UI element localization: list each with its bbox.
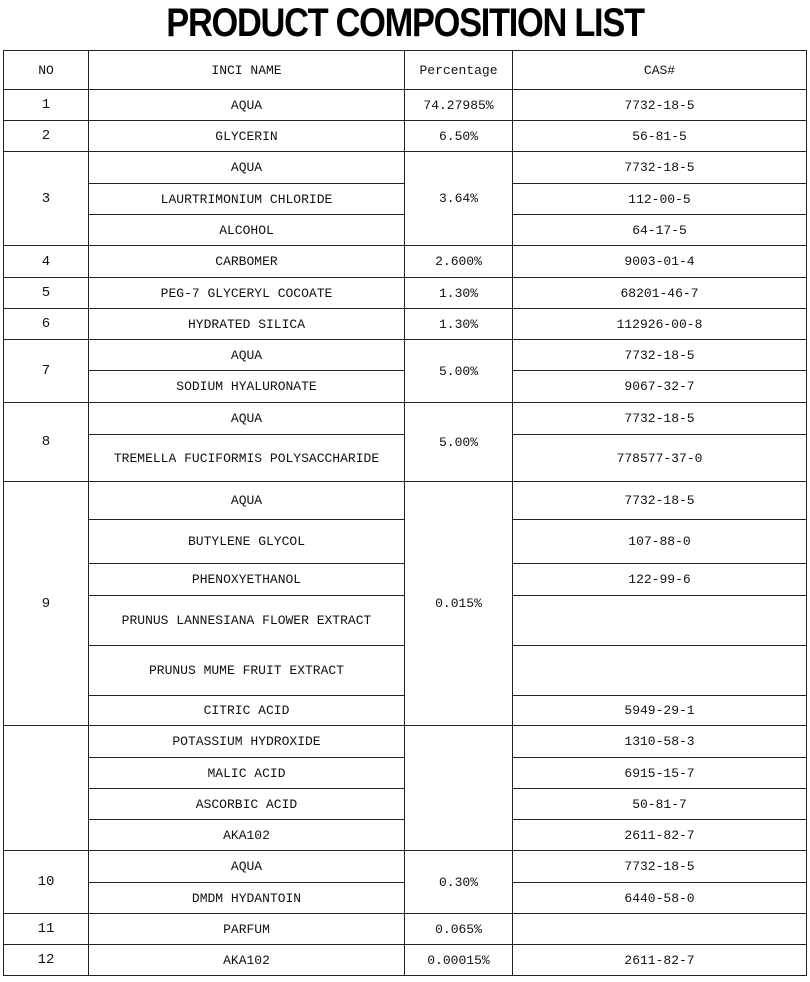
inci-name: LAURTRIMONIUM CHLORIDE	[89, 184, 405, 215]
table-row	[4, 403, 807, 435]
table-row	[4, 309, 807, 340]
inci-name: CARBOMER	[89, 246, 405, 278]
inci-name: AQUA	[89, 340, 405, 371]
inci-name: POTASSIUM HYDROXIDE	[89, 726, 405, 758]
cas-number: 112926-00-8	[513, 309, 807, 340]
cas-number: 68201-46-7	[513, 278, 807, 309]
cas-number: 7732-18-5	[513, 482, 807, 520]
cas-number: 2611-82-7	[513, 820, 807, 851]
table-row	[4, 121, 807, 152]
cas-number: 7732-18-5	[513, 340, 807, 371]
row-number: 12	[4, 945, 89, 976]
inci-name: AKA102	[89, 945, 405, 976]
table-row	[4, 340, 807, 371]
cas-number	[513, 596, 807, 646]
cas-number: 7732-18-5	[513, 851, 807, 883]
row-number: 10	[4, 851, 89, 914]
percentage: 2.600%	[405, 246, 513, 278]
row-number	[4, 726, 89, 851]
row-number: 5	[4, 278, 89, 309]
percentage	[405, 726, 513, 851]
inci-name: GLYCERIN	[89, 121, 405, 152]
percentage: 74.27985%	[405, 90, 513, 121]
cas-number	[513, 646, 807, 696]
cas-number: 6440-58-0	[513, 883, 807, 914]
percentage: 1.30%	[405, 309, 513, 340]
table-body	[4, 90, 807, 976]
inci-name: TREMELLA FUCIFORMIS POLYSACCHARIDE	[89, 435, 405, 482]
inci-name: PARFUM	[89, 914, 405, 945]
inci-name: AQUA	[89, 482, 405, 520]
cas-number: 122-99-6	[513, 564, 807, 596]
table-row	[4, 246, 807, 278]
header-cas: CAS#	[513, 51, 807, 90]
row-number: 3	[4, 152, 89, 246]
percentage: 0.015%	[405, 482, 513, 726]
inci-name: AKA102	[89, 820, 405, 851]
percentage: 0.30%	[405, 851, 513, 914]
page-title: PRODUCT COMPOSITION LIST	[166, 1, 644, 45]
inci-name: ALCOHOL	[89, 215, 405, 246]
header-inci-name: INCI NAME	[89, 51, 405, 90]
inci-name: ASCORBIC ACID	[89, 789, 405, 820]
cas-number: 1310-58-3	[513, 726, 807, 758]
composition-table	[3, 50, 807, 976]
inci-name: CITRIC ACID	[89, 696, 405, 726]
inci-name: MALIC ACID	[89, 758, 405, 789]
cas-number: 112-00-5	[513, 184, 807, 215]
inci-name: BUTYLENE GLYCOL	[89, 520, 405, 564]
cas-number: 2611-82-7	[513, 945, 807, 976]
inci-name: PHENOXYETHANOL	[89, 564, 405, 596]
header-no: NO	[4, 51, 89, 90]
percentage: 3.64%	[405, 152, 513, 246]
table-row	[4, 914, 807, 945]
row-number: 11	[4, 914, 89, 945]
cas-number	[513, 914, 807, 945]
inci-name: PRUNUS MUME FRUIT EXTRACT	[89, 646, 405, 696]
table-row	[4, 482, 807, 520]
cas-number: 9003-01-4	[513, 246, 807, 278]
cas-number: 64-17-5	[513, 215, 807, 246]
table-row	[4, 90, 807, 121]
row-number: 6	[4, 309, 89, 340]
table-row	[4, 851, 807, 883]
table-row	[4, 726, 807, 758]
inci-name: HYDRATED SILICA	[89, 309, 405, 340]
percentage: 0.065%	[405, 914, 513, 945]
cas-number: 6915-15-7	[513, 758, 807, 789]
cas-number: 5949-29-1	[513, 696, 807, 726]
row-number: 4	[4, 246, 89, 278]
cas-number: 50-81-7	[513, 789, 807, 820]
header-percentage: Percentage	[405, 51, 513, 90]
inci-name: PRUNUS LANNESIANA FLOWER EXTRACT	[89, 596, 405, 646]
row-number: 9	[4, 482, 89, 726]
cas-number: 7732-18-5	[513, 152, 807, 184]
percentage: 5.00%	[405, 403, 513, 482]
cas-number: 7732-18-5	[513, 403, 807, 435]
table-row	[4, 945, 807, 976]
inci-name: AQUA	[89, 851, 405, 883]
inci-name: SODIUM HYALURONATE	[89, 371, 405, 403]
inci-name: AQUA	[89, 403, 405, 435]
cas-number: 56-81-5	[513, 121, 807, 152]
inci-name: DMDM HYDANTOIN	[89, 883, 405, 914]
row-number: 8	[4, 403, 89, 482]
cas-number: 778577-37-0	[513, 435, 807, 482]
header-row	[4, 51, 807, 90]
inci-name: AQUA	[89, 90, 405, 121]
inci-name: PEG-7 GLYCERYL COCOATE	[89, 278, 405, 309]
inci-name: AQUA	[89, 152, 405, 184]
row-number: 2	[4, 121, 89, 152]
cas-number: 107-88-0	[513, 520, 807, 564]
table-row	[4, 278, 807, 309]
table-row	[4, 152, 807, 184]
cas-number: 9067-32-7	[513, 371, 807, 403]
percentage: 1.30%	[405, 278, 513, 309]
cas-number: 7732-18-5	[513, 90, 807, 121]
row-number: 1	[4, 90, 89, 121]
percentage: 0.00015%	[405, 945, 513, 976]
percentage: 6.50%	[405, 121, 513, 152]
row-number: 7	[4, 340, 89, 403]
percentage: 5.00%	[405, 340, 513, 403]
